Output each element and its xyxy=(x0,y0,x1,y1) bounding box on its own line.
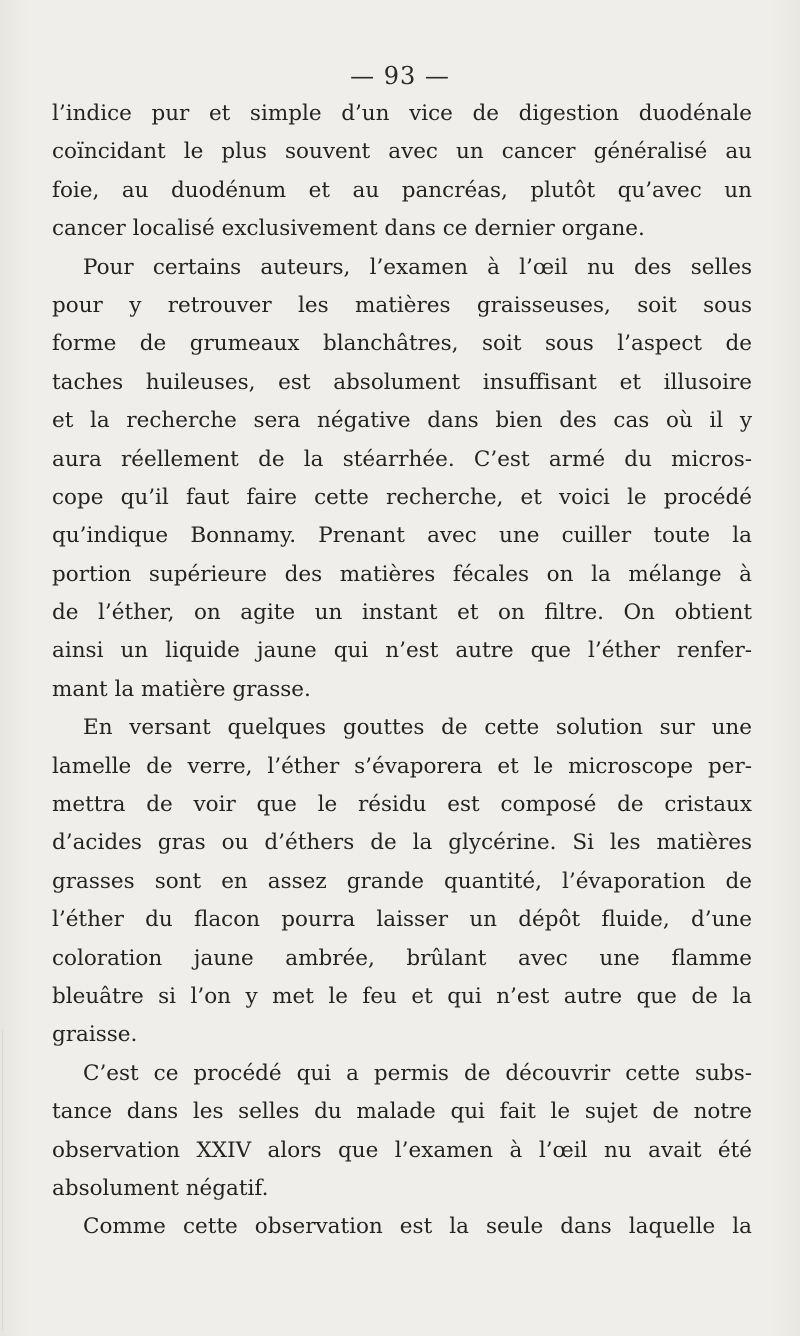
text-line: portion supérieure des matières fécales on la mélange à xyxy=(52,561,752,587)
text-line: Comme cette observation est la seule dans laquelle la xyxy=(83,1214,752,1240)
text-line: pour y retrouver les matières graisseuses, soit sous xyxy=(52,292,752,318)
text-line: lamelle de verre, l’éther s’évaporera et le microscope per- xyxy=(52,753,752,779)
text-line: En versant quelques gouttes de cette solution sur une xyxy=(83,715,752,741)
text-line: graisse. xyxy=(52,1022,138,1048)
text-line: coïncidant le plus souvent avec un cancer généralisé au xyxy=(52,139,752,165)
text-line: observation XXIV alors que l’examen à l’œil nu avait été xyxy=(52,1137,752,1163)
text-line: mant la matière grasse. xyxy=(52,676,311,702)
text-line: C’est ce procédé qui a permis de découvrir cette subs- xyxy=(83,1060,752,1086)
text-line: absolument négatif. xyxy=(52,1175,269,1201)
text-line: grasses sont en assez grande quantité, l’évaporation de xyxy=(52,868,752,894)
text-line: mettra de voir que le résidu est composé de cristaux xyxy=(52,792,752,818)
body-text xyxy=(52,95,752,1247)
text-line: d’acides gras ou d’éthers de la glycérine. Si les matières xyxy=(52,830,752,856)
text-line: taches huileuses, est absolument insuffisant et illusoire xyxy=(52,369,752,395)
text-line: bleuâtre si l’on y met le feu et qui n’est autre que de la xyxy=(52,983,752,1009)
text-line: et la recherche sera négative dans bien des cas où il y xyxy=(52,408,752,434)
text-line: tance dans les selles du malade qui fait le sujet de notre xyxy=(52,1099,752,1125)
text-line: qu’indique Bonnamy. Prenant avec une cuiller toute la xyxy=(52,523,752,549)
page-number-header: — 93 — xyxy=(350,62,450,90)
page-edge-shadow xyxy=(2,1030,3,1330)
text-line: ainsi un liquide jaune qui n’est autre que l’éther renfer- xyxy=(52,638,752,664)
text-line: Pour certains auteurs, l’examen à l’œil nu des selles xyxy=(83,254,752,280)
text-line: foie, au duodénum et au pancréas, plutôt qu’avec un xyxy=(52,177,752,203)
text-line: cope qu’il faut faire cette recherche, et voici le procédé xyxy=(52,484,752,510)
text-line: l’indice pur et simple d’un vice de digestion duodénale xyxy=(52,101,752,126)
text-line: forme de grumeaux blanchâtres, soit sous l’aspect de xyxy=(52,331,752,357)
text-line: aura réellement de la stéarrhée. C’est armé du micros- xyxy=(52,446,752,472)
text-line: cancer localisé exclusivement dans ce dernier organe. xyxy=(52,216,645,242)
text-line: coloration jaune ambrée, brûlant avec une flamme xyxy=(52,945,752,971)
text-line: de l’éther, on agite un instant et on filtre. On obtient xyxy=(52,600,752,626)
text-line: l’éther du flacon pourra laisser un dépôt fluide, d’une xyxy=(52,907,752,933)
